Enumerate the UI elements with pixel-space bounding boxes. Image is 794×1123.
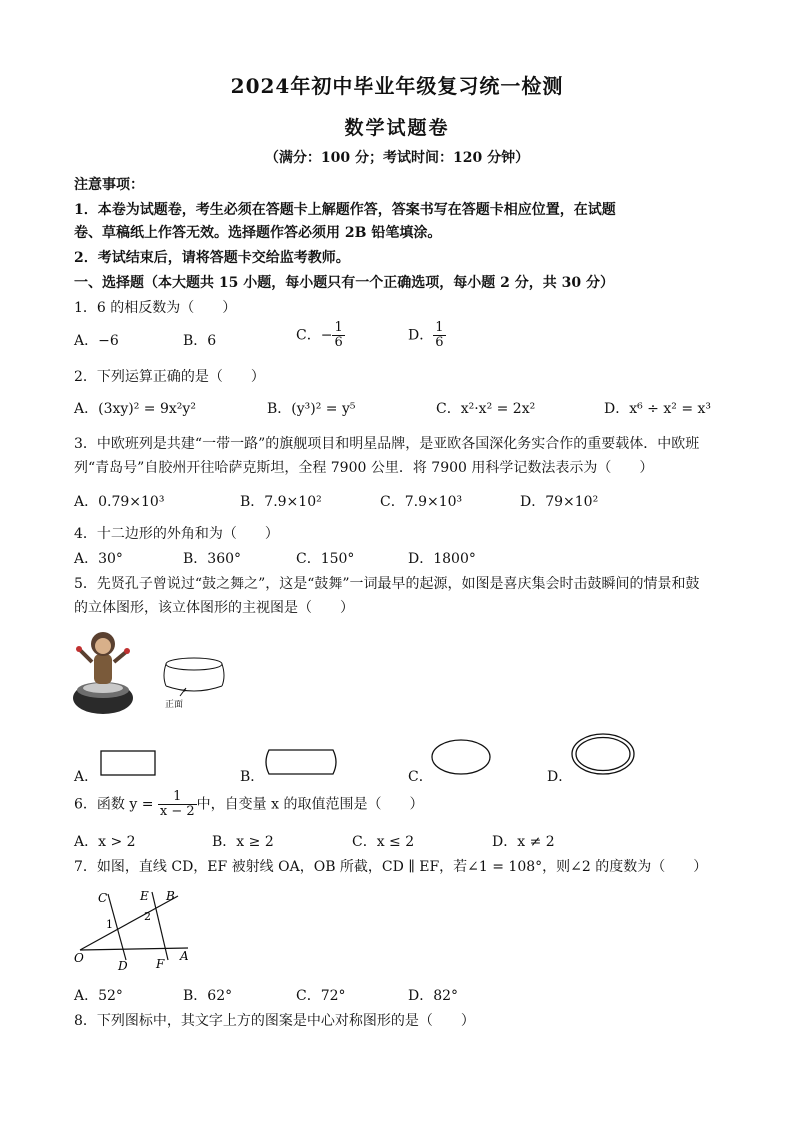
- q6-stem-pre: 6．函数 y =: [74, 796, 158, 813]
- q1-option-d-fraction: [433, 321, 445, 350]
- q7-stem: 7．如图，直线 CD，EF 被射线 OA，OB 所截，CD ∥ EF，若∠1 = 108°，则∠2 的度数为（ ）: [74, 859, 708, 875]
- q6-stem: [74, 790, 423, 819]
- q4-option-a: A．30°: [74, 551, 123, 567]
- q7-label-c: C: [98, 891, 108, 905]
- q7-label-angle2: 2: [144, 910, 151, 923]
- q2-option-b: B．(y³)² = y⁵: [267, 401, 356, 417]
- q4-stem: 4．十二边形的外角和为（ ）: [74, 526, 279, 542]
- q2-option-a: A．(3xy)² = 9x²y²: [74, 401, 196, 417]
- q3-option-b: B．7.9×10²: [240, 494, 322, 510]
- q7-option-c: C．72°: [296, 988, 346, 1004]
- exam-meta: （满分：100 分；考试时间：120 分钟）: [264, 150, 530, 166]
- q7-label-o: O: [74, 951, 84, 965]
- q1-option-a: A．−6: [74, 333, 119, 349]
- q2-option-c: C．x²·x² = 2x²: [436, 401, 536, 417]
- q1-option-d: [408, 321, 446, 350]
- q2-stem: 2．下列运算正确的是（ ）: [74, 369, 265, 385]
- q5-option-c: C．: [408, 769, 433, 785]
- q1-option-c: [296, 321, 345, 350]
- q1-option-d-label: D．: [408, 327, 434, 344]
- q3-stem-a: 3．中欧班列是共建“一带一路”的旗舰项目和明星品牌，是亚欧各国深化务实合作的重要载体．中欧班: [74, 436, 700, 452]
- q5-option-d: D．: [547, 769, 573, 785]
- notes-heading: 注意事项：: [74, 177, 144, 193]
- q1-stem: 1．6 的相反数为（ ）: [74, 300, 237, 316]
- q1-option-c-fraction: [332, 321, 344, 350]
- q5-option-a: A．: [74, 769, 99, 785]
- q5-option-c-ellipse: [430, 738, 492, 776]
- exam-subtitle: 数学试题卷: [344, 117, 450, 139]
- section-heading: 一、选择题（本大题共 15 小题，每小题只有一个正确选项，每小题 2 分，共 30 分）: [74, 275, 614, 291]
- q3-option-a: A．0.79×10³: [74, 494, 165, 510]
- q1-option-b: B．6: [183, 333, 217, 349]
- q7-geometry-figure: [72, 884, 198, 974]
- q7-label-e: E: [140, 889, 149, 903]
- q7-label-angle1: 1: [106, 918, 113, 931]
- note-2: 2．考试结束后，请将答题卡交给监考教师。: [74, 250, 350, 266]
- q7-option-d: D．82°: [408, 988, 459, 1004]
- q1-d-den: 6: [435, 335, 444, 350]
- q7-label-f: F: [156, 957, 165, 971]
- q4-option-b: B．360°: [183, 551, 242, 567]
- q6-frac-num: 1: [158, 790, 197, 805]
- q6-stem-post: 中，自变量 x 的取值范围是（ ）: [196, 796, 424, 813]
- q7-option-a: A．52°: [74, 988, 123, 1004]
- q1-c-num: 1: [334, 320, 343, 335]
- q6-option-b: B．x ≥ 2: [212, 834, 274, 850]
- note-1a: 1．本卷为试题卷，考生必须在答题卡上解题作答，答案书写在答题卡相应位置，在试题: [74, 202, 616, 218]
- q2-option-d: D．x⁶ ÷ x² = x³: [604, 401, 712, 417]
- q5-option-b: B．: [240, 769, 265, 785]
- q8-stem: 8．下列图标中，其文字上方的图案是中心对称图形的是（ ）: [74, 1013, 475, 1029]
- q5-option-a-rectangle: [100, 750, 156, 776]
- q1-d-num: 1: [435, 320, 444, 335]
- q6-option-c: C．x ≤ 2: [352, 834, 415, 850]
- q7-label-d: D: [118, 959, 128, 973]
- q5-option-d-double-ellipse: [570, 732, 636, 776]
- q4-option-d: D．1800°: [408, 551, 476, 567]
- q3-option-c: C．7.9×10³: [380, 494, 463, 510]
- q5-stem-b: 的立体图形，该立体图形的主视图是（ ）: [74, 600, 354, 616]
- q7-label-b: B: [166, 889, 175, 903]
- q3-stem-b: 列“青岛号”自胶州开往哈萨克斯坦，全程 7900 公里．将 7900 用科学记数法表示为（ ）: [74, 460, 654, 476]
- q6-frac-den: x − 2: [159, 804, 195, 819]
- q7-label-a: A: [180, 949, 189, 963]
- q6-option-a: A．x > 2: [74, 834, 136, 850]
- drummer-photo: [68, 624, 138, 716]
- q7-option-b: B．62°: [183, 988, 233, 1004]
- q1-option-c-label: C．−: [296, 327, 333, 344]
- note-1b: 卷、草稿纸上作答无效。选择题作答必须用 2B 铅笔填涂。: [74, 225, 442, 241]
- q6-option-d: D．x ≠ 2: [492, 834, 555, 850]
- q3-option-d: D．79×10²: [520, 494, 599, 510]
- q4-option-c: C．150°: [296, 551, 355, 567]
- q5-stem-a: 5．先贤孔子曾说过“鼓之舞之”，这是“鼓舞”一词最早的起源，如图是喜庆集会时击鼓瞬间的情景和鼓: [74, 576, 700, 592]
- front-view-label: 正面: [165, 700, 184, 710]
- q5-option-b-barrel-shape: [263, 748, 339, 776]
- q6-fraction: [158, 790, 197, 819]
- q1-c-den: 6: [334, 335, 343, 350]
- exam-title: 2024年初中毕业年级复习统一检测: [230, 74, 564, 98]
